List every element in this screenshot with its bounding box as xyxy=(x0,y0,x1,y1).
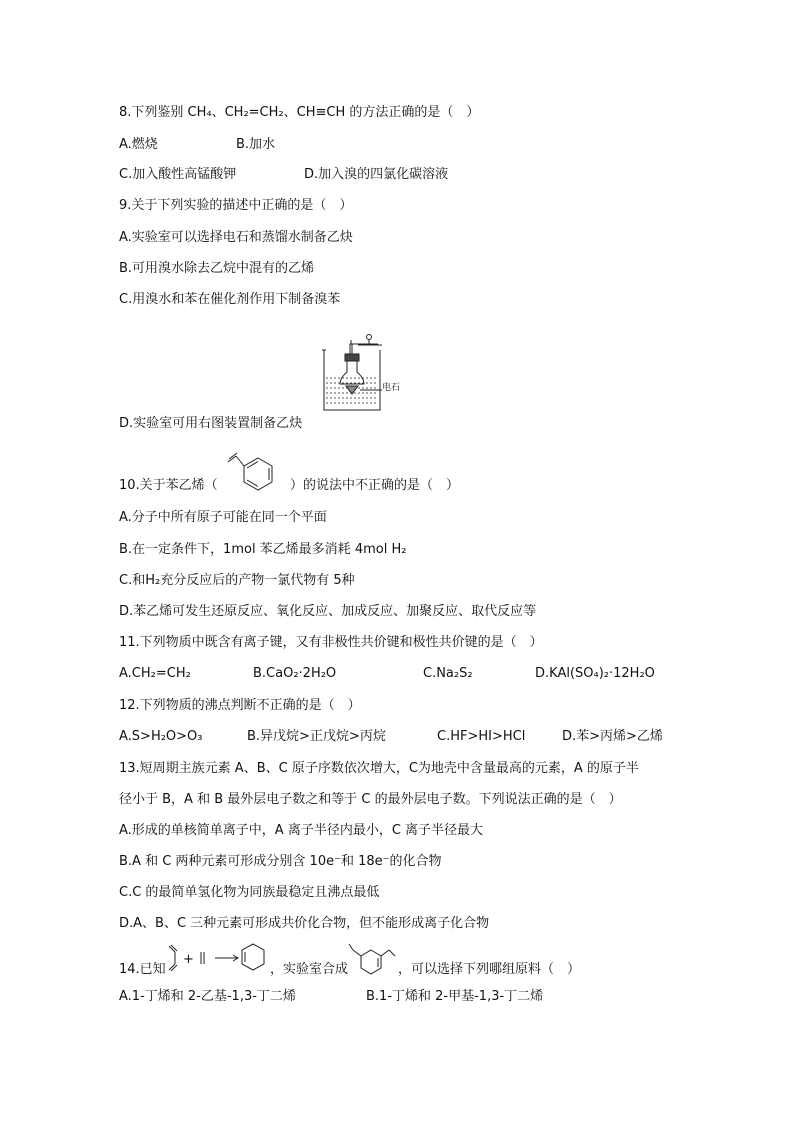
styrene-structure-drawing xyxy=(216,444,292,498)
q13-option-a: A.形成的单核简单离子中，A 离子半径内最小，C 离子半径最大 xyxy=(119,823,484,838)
q14-stem-mid: ，实验室合成 xyxy=(270,962,349,977)
q11-option-c: C.Na₂S₂ xyxy=(423,666,473,681)
target-product-structure xyxy=(347,940,399,980)
q14-stem-post: ，可以选择下列哪组原料（ ） xyxy=(398,962,581,977)
q9-option-d: D.实验室可用右图装置制备乙炔 xyxy=(119,416,303,431)
diels-alder-reaction-drawing xyxy=(161,940,269,980)
q8-option-b: B.加水 xyxy=(236,137,276,152)
q12-option-d: D.苯>丙烯>乙烯 xyxy=(562,729,663,744)
q9-stem: 9.关于下列实验的描述中正确的是（ ） xyxy=(119,198,353,213)
q12-option-b: B.异戊烷>正戊烷>丙烷 xyxy=(247,729,386,744)
q13-option-d: D.A、B、C 三种元素可形成共价化合物，但不能形成离子化合物 xyxy=(119,916,490,931)
q8-option-c: C.加入酸性高锰酸钾 xyxy=(119,167,237,182)
acetylene-apparatus-figure xyxy=(318,330,418,412)
q12-option-a: A.S>H₂O>O₃ xyxy=(119,729,203,744)
q10-option-c: C.和H₂充分反应后的产物一氯代物有 5种 xyxy=(119,573,355,588)
q14-option-b: B.1-丁烯和 2-甲基-1,3-丁二烯 xyxy=(366,989,544,1004)
q11-option-d: D.KAl(SO₄)₂·12H₂O xyxy=(535,666,655,681)
target-product-drawing xyxy=(347,940,399,980)
q13-stem-line2: 径小于 B，A 和 B 最外层电子数之和等于 C 的最外层电子数。下列说法正确的是（ ） xyxy=(119,792,622,807)
q12-stem: 12.下列物质的沸点判断不正确的是（ ） xyxy=(119,698,361,713)
q13-option-c: C.C 的最简单氢化物为同族最稳定且沸点最低 xyxy=(119,885,380,900)
diels-alder-reaction-scheme xyxy=(161,940,269,980)
figure-label-calcium-carbide: 电石 xyxy=(382,383,401,393)
q9-option-c: C.用溴水和苯在催化剂作用下制备溴苯 xyxy=(119,292,341,307)
q11-stem: 11.下列物质中既含有离子键，又有非极性共价键和极性共价键的是（ ） xyxy=(119,635,543,650)
q8-option-a: A.燃烧 xyxy=(119,137,158,152)
q8-stem: 8.下列鉴别 CH₄、CH₂=CH₂、CH≡CH 的方法正确的是（ ） xyxy=(119,105,480,120)
q13-stem-line1: 13.短周期主族元素 A、B、C 原子序数依次增大，C为地壳中含量最高的元素，A 的原子半 xyxy=(119,761,639,776)
q12-option-c: C.HF>HI>HCl xyxy=(437,729,526,744)
styrene-structure xyxy=(216,444,292,498)
reaction-plus-sign: + xyxy=(183,952,194,967)
q9-option-a: A.实验室可以选择电石和蒸馏水制备乙炔 xyxy=(119,230,353,245)
q10-option-b: B.在一定条件下，1mol 苯乙烯最多消耗 4mol H₂ xyxy=(119,542,407,557)
acetylene-apparatus-drawing xyxy=(318,330,418,412)
q9-option-b: B.可用溴水除去乙烷中混有的乙烯 xyxy=(119,261,315,276)
q10-stem-post: ）的说法中不正确的是（ ） xyxy=(290,478,460,493)
q10-stem-pre: 10.关于苯乙烯（ xyxy=(119,478,218,493)
q11-option-b: B.CaO₂·2H₂O xyxy=(253,666,337,681)
q13-option-b: B.A 和 C 两种元素可形成分别含 10e⁻和 18e⁻的化合物 xyxy=(119,854,442,869)
q10-option-a: A.分子中所有原子可能在同一个平面 xyxy=(119,510,327,525)
q10-option-d: D.苯乙烯可发生还原反应、氧化反应、加成反应、加聚反应、取代反应等 xyxy=(119,604,537,619)
q8-option-d: D.加入溴的四氯化碳溶液 xyxy=(304,167,449,182)
q14-option-a: A.1-丁烯和 2-乙基-1,3-丁二烯 xyxy=(119,989,296,1004)
q11-option-a: A.CH₂=CH₂ xyxy=(119,666,191,681)
q14-stem-pre: 14.已知 xyxy=(119,962,166,977)
